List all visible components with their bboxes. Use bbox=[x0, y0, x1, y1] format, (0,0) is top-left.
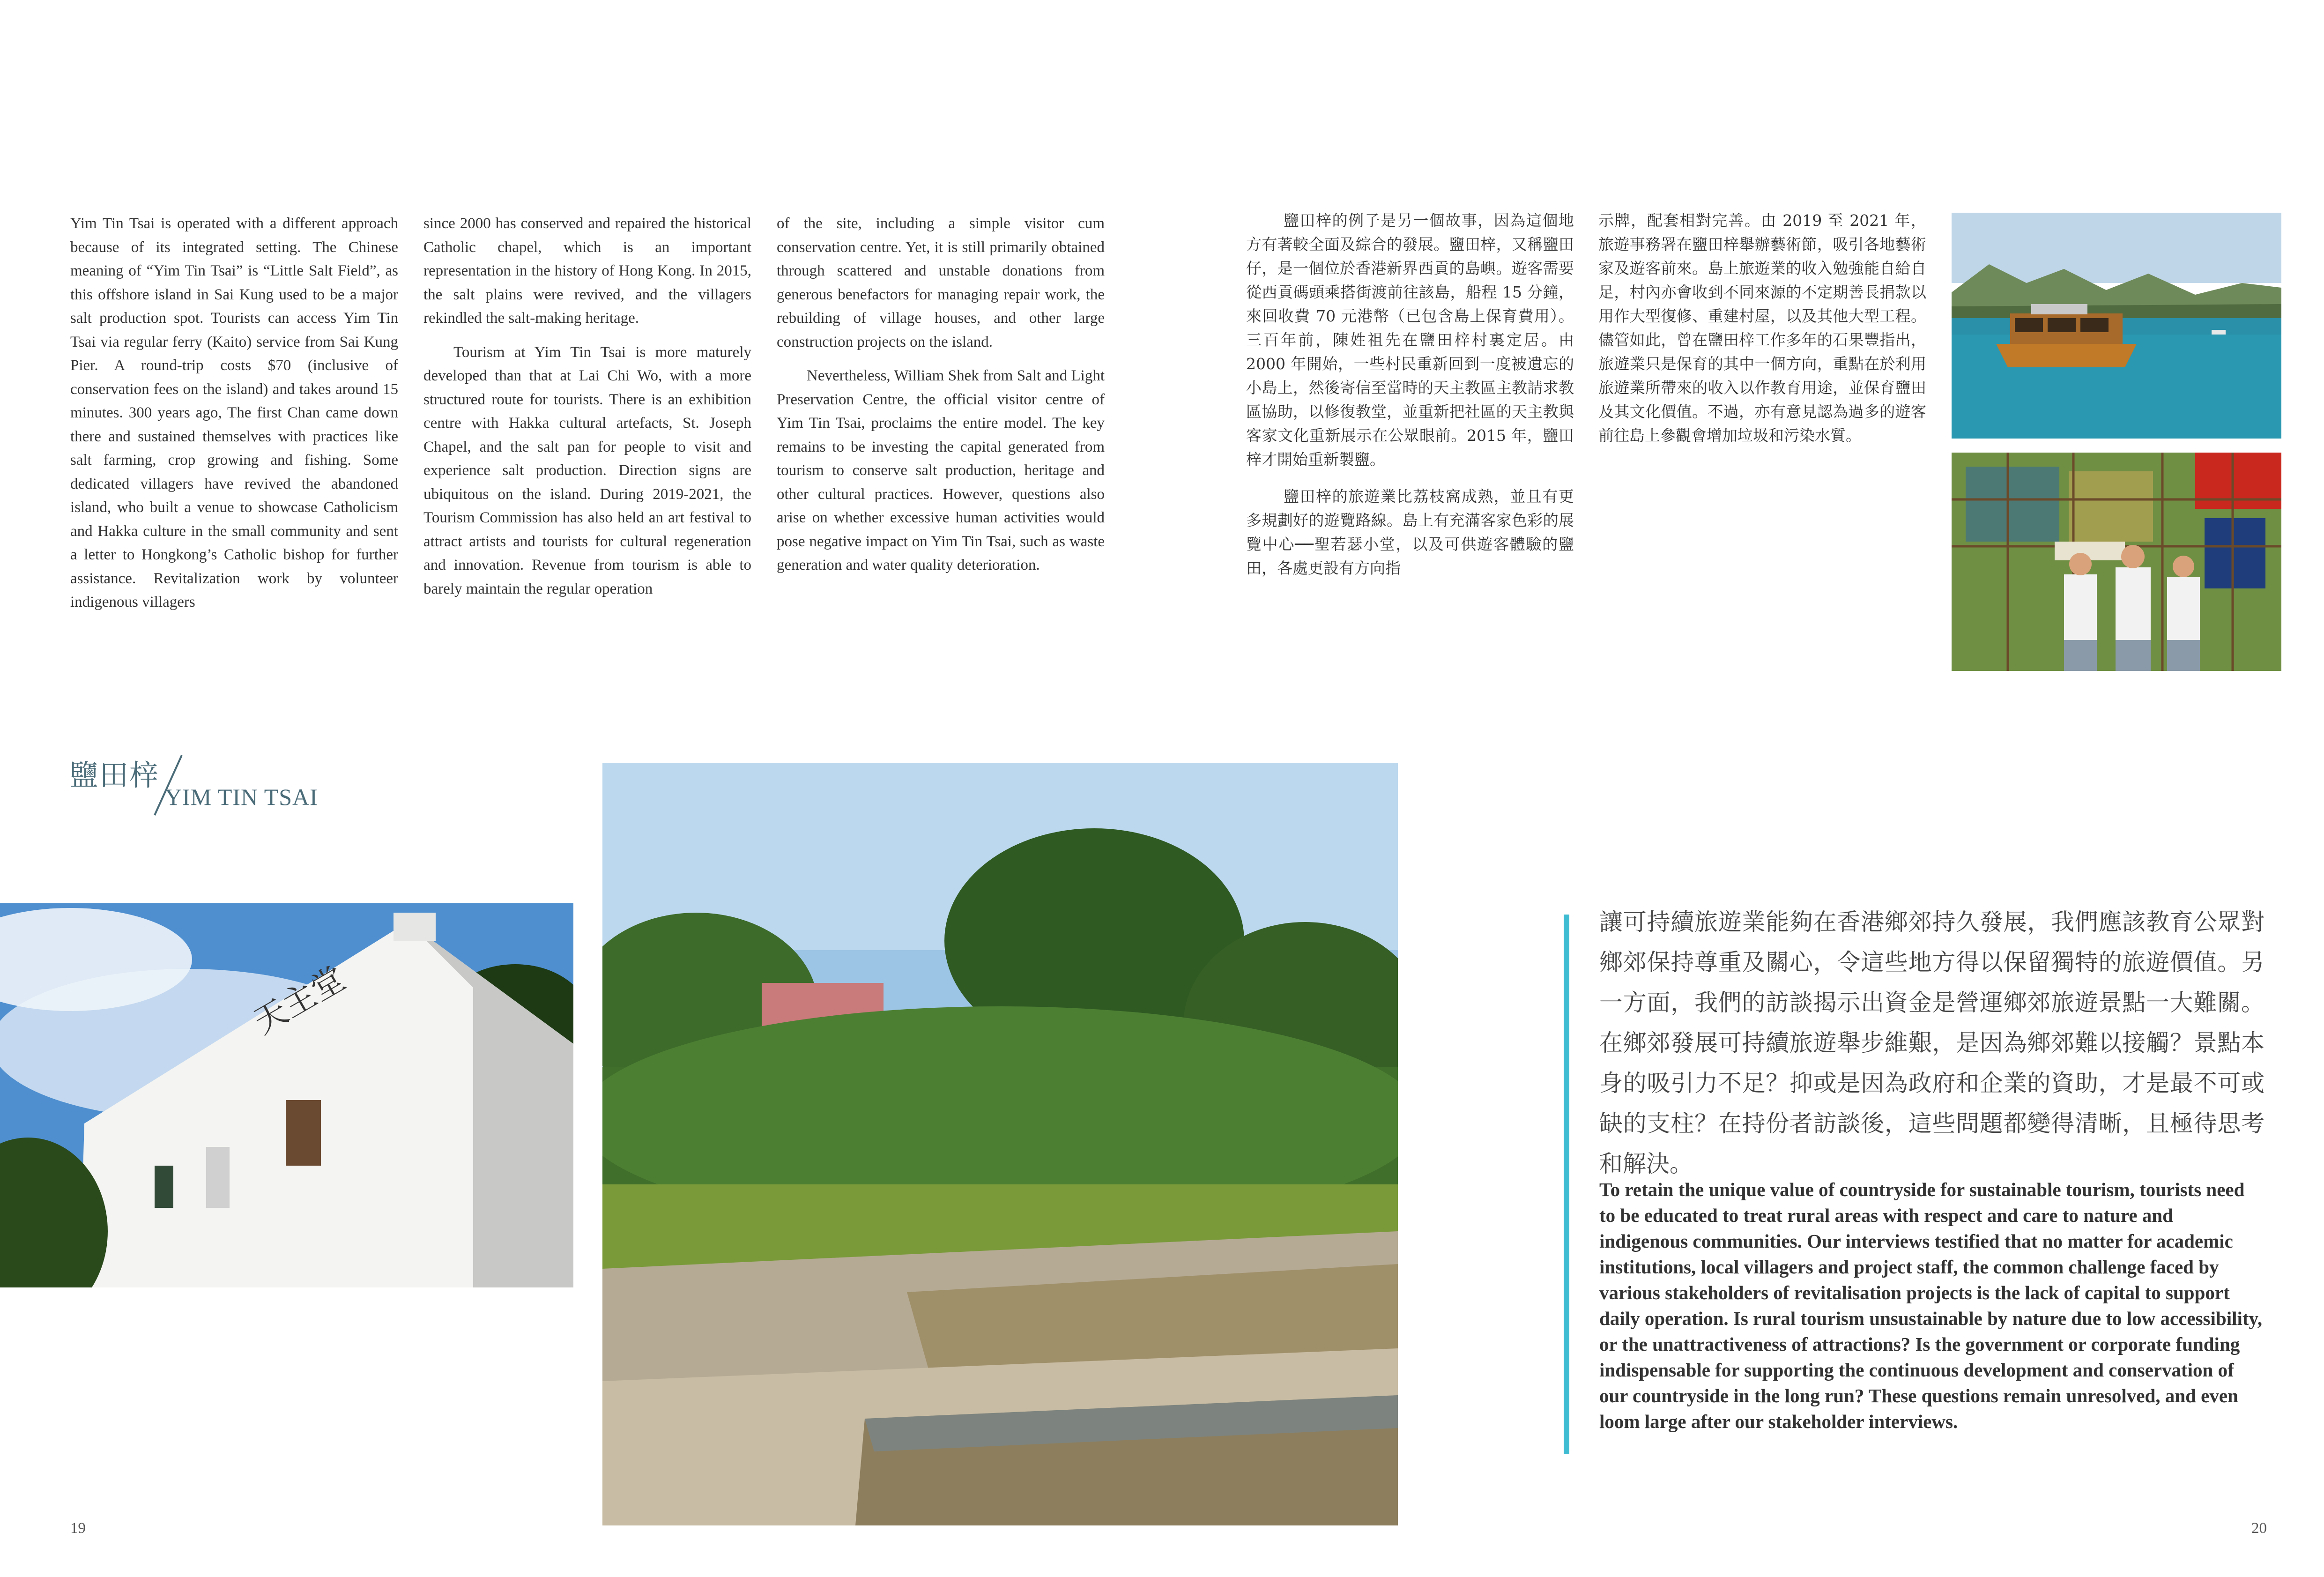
english-column-1 bbox=[70, 212, 398, 614]
section-title-zh: 鹽田梓 bbox=[69, 758, 160, 792]
paragraph: Yim Tin Tsai is operated with a different approach because of its integrated setting. The Chinese meaning of “Yim Tin Tsai” is “Little Salt Field”, as this offshore island in Sai Kung used to be a major salt production spot. Tourists can access Yim Tin Tsai via regular ferry (Kaito) service from Sai Kung Pier. A round-trip costs $70 (inclusive of conservation fees on the island) and takes around 15 minutes. 300 years ago, The first Chan came down there and sustained themselves with practices like salt farming, crop growing and fishing. Some dedicated villagers have revived the abandoned island, who built a venue to showcase Catholicism and Hakka culture in the small community and sent a letter to Hongkong’s Catholic bishop for further assistance. Revitalization work by volunteer indigenous villagers bbox=[70, 215, 398, 610]
quote-accent-bar bbox=[1564, 915, 1569, 1454]
chapel-sign-text: 天主堂 bbox=[247, 959, 352, 1041]
paragraph: Tourism at Yim Tin Tsai is more maturely developed than that at Lai Chi Wo, with a more structured route for tourists. There is an exhibition centre with Hakka cultural artefacts, St. Joseph Chapel, and the salt pan for people to visit and experience salt production. Direction signs are ubiquitous on the island. During 2019-2021, the Tourism Commission has also held an art festival to attract artists and tourists for cultural regeneration and innovation. Revenue from tourism is able to barely maintain the regular operation bbox=[423, 343, 751, 597]
paragraph: Nevertheless, William Shek from Salt and Light Preservation Centre, the official visitor centre of Yim Tin Tsai, proclaims the entire model. The key remains to be investing the capital generated from tourism to conserve salt production, heritage and other cultural practices. However, questions also arise on whether excessive human activities would pose negative impact on Yim Tin Tsai, such as waste generation and water quality deterioration. bbox=[777, 367, 1105, 573]
paragraph: 鹽田梓的旅遊業比荔枝窩成熟，並且有更多規劃好的遊覽路線。島上有充滿客家色彩的展覽中心──聖若瑟小堂，以及可供遊客體驗的鹽田，各處更設有方向指 bbox=[1246, 487, 1574, 577]
english-column-3 bbox=[777, 212, 1105, 577]
page-number-left: 19 bbox=[70, 1520, 86, 1537]
paragraph: of the site, including a simple visitor cum conservation centre. Yet, it is still primarily obtained through scattered and unstable donations from generous benefactors for managing repair work, the rebuilding of village houses, and other large construction projects on the island. bbox=[777, 215, 1105, 350]
paragraph: 鹽田梓的例子是另一個故事，因為這個地方有著較全面及綜合的發展。鹽田梓，又稱鹽田仔，是一個位於香港新界西貢的島嶼。遊客需要從西貢碼頭乘搭街渡前往該島，船程 15 分鐘，來回收費 70 元港幣（已包含島上保育費用）。三百年前，陳姓祖先在鹽田梓村裏定居。由 2000 年開始，一些村民重新回到一度被遺忘的小島上，然後寄信至當時的天主教區主教請求教區協助，以修復教堂，並重新把社區的天主教與客家文化重新展示在公眾眼前。2015 年，鹽田梓才開始重新製鹽。 bbox=[1246, 211, 1574, 469]
paragraph: since 2000 has conserved and repaired the historical Catholic chapel, which is an important representation in the history of Hong Kong. In 2015, the salt plains were revived, and the villagers rekindled the salt-making heritage. bbox=[423, 215, 751, 327]
visitors-photo bbox=[1952, 453, 2281, 671]
pull-quote-en: To retain the unique value of countryside for sustainable tourism, tourists need to be educated to treat rural areas with respect and care to nature and indigenous communities. Our interviews testified that no matter for academic institutions, local villagers and project staff, the common challenge faced by various stakeholders of revitalisation projects is the lack of capital to support daily operation. Is rural tourism unsustainable by nature due to low accessibility, or the unattractiveness of attractions? Is the government or corporate funding indispensable for supporting the continuous development and conservation of our countryside in the long run? These questions remain unresolved, and even loom large after our stakeholder interviews. bbox=[1599, 1179, 2263, 1432]
chinese-column-2 bbox=[1598, 208, 1926, 447]
chinese-column-1 bbox=[1246, 208, 1574, 580]
paragraph: 示牌，配套相對完善。由 2019 至 2021 年，旅遊事務署在鹽田梓舉辦藝術節，吸引各地藝術家及遊客前來。島上旅遊業的收入勉強能自給自足，村內亦會收到不同來源的不定期善長捐款以用作大型復修、重建村屋，以及其他大型工程。儘管如此，曾在鹽田梓工作多年的石果豐指出，旅遊業只是保育的其中一個方向，重點在於利用旅遊業所帶來的收入以作教育用途，並保育鹽田及其文化價值。不過，亦有意見認為過多的遊客前往島上參觀會增加垃圾和污染水質。 bbox=[1598, 211, 1926, 445]
section-title-en: YIM TIN TSAI bbox=[165, 784, 318, 810]
salt-pan-photo bbox=[602, 763, 1398, 1525]
english-column-2 bbox=[423, 212, 751, 601]
page-number-right: 20 bbox=[2251, 1520, 2267, 1537]
pull-quote-zh: 讓可持續旅遊業能夠在香港鄉郊持久發展，我們應該教育公眾對鄉郊保持尊重及關心，令這些地方得以保留獨特的旅遊價值。另一方面，我們的訪談揭示出資金是營運鄉郊旅遊景點一大難關。在鄉郊發展可持續旅遊舉步維艱，是因為鄉郊難以接觸？景點本身的吸引力不足？抑或是因為政府和企業的資助，才是最不可或缺的支柱？在持份者訪談後，這些問題都變得清晰，且極待思考和解決。 bbox=[1599, 908, 2265, 1177]
chapel-photo bbox=[0, 903, 573, 1287]
ferry-photo bbox=[1952, 213, 2281, 439]
